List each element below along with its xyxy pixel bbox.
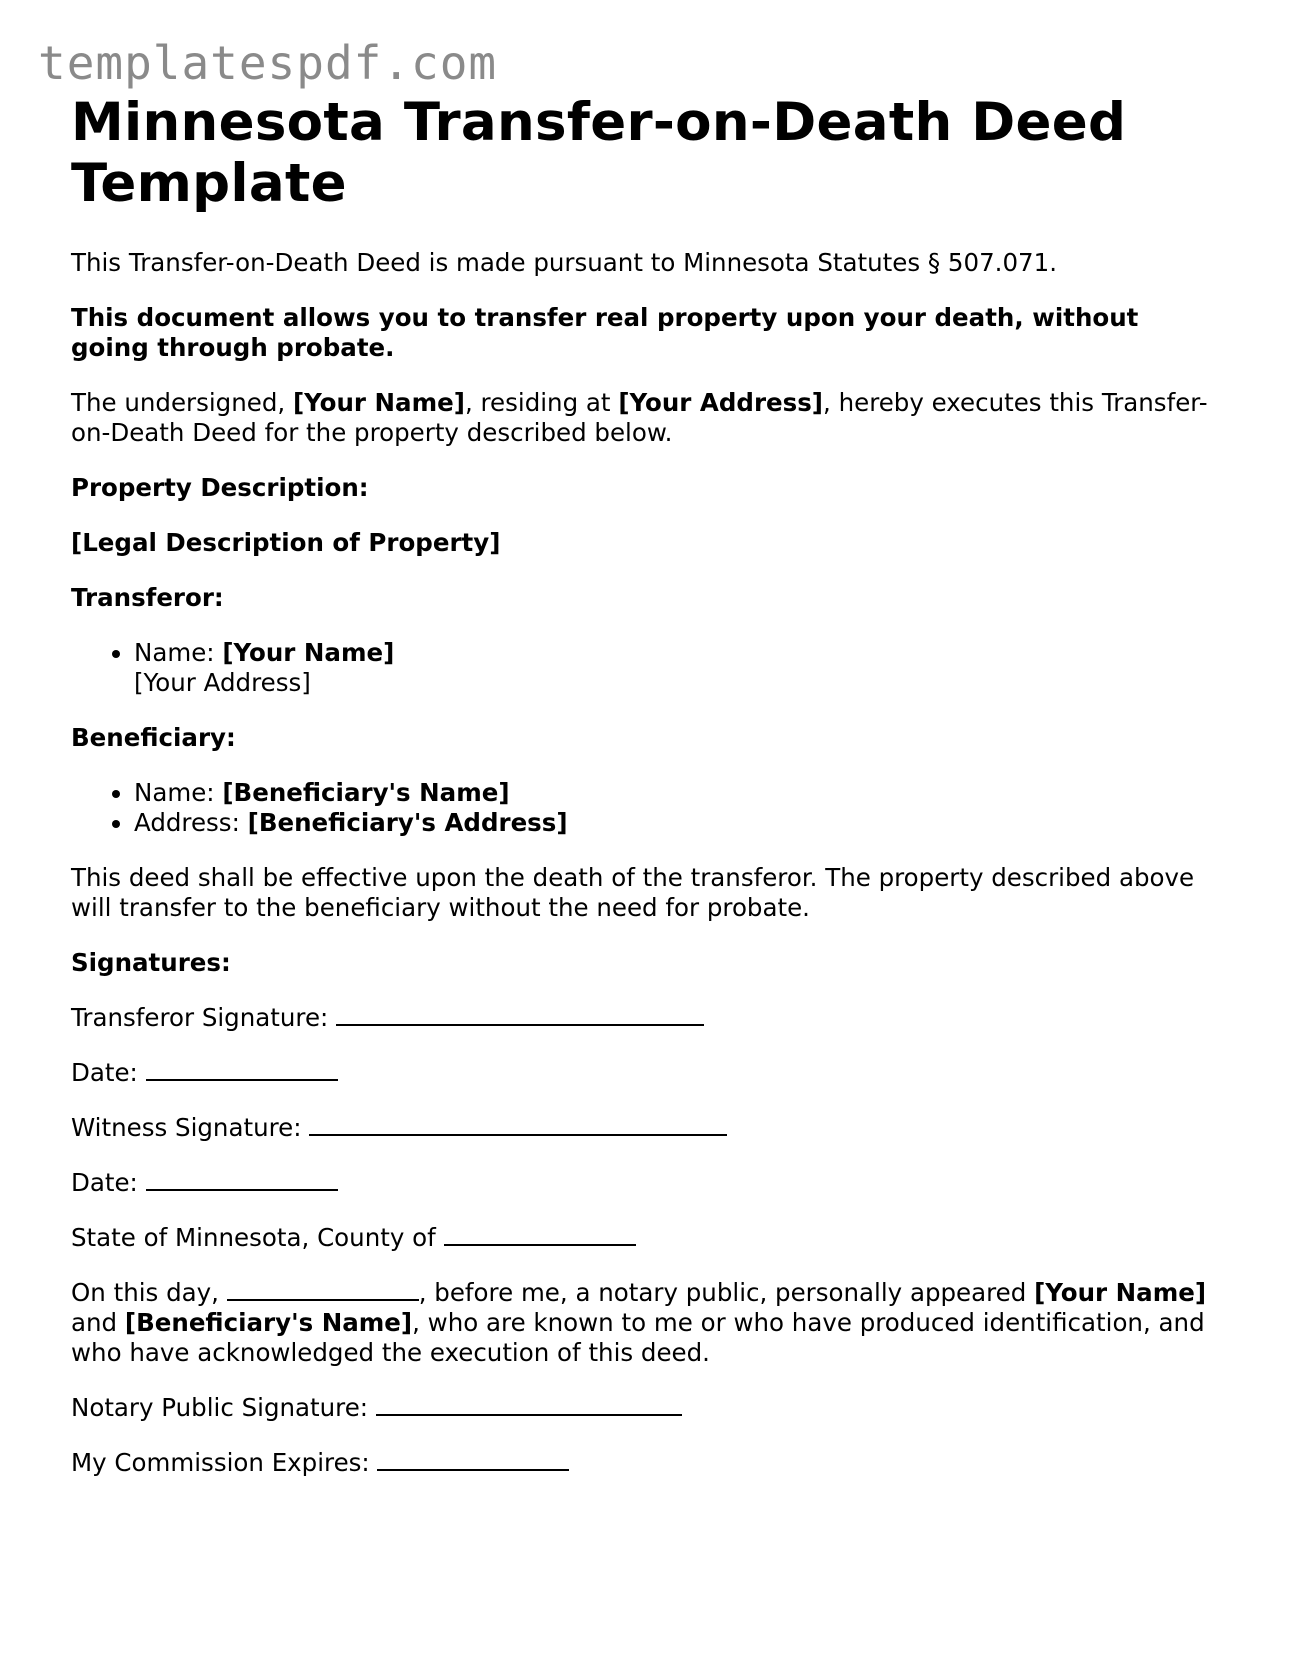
undersigned-name: [Your Name]: [292, 388, 465, 417]
undersigned-suffix: , hereby executes this Transfer-on-Death Deed for the property described below.: [71, 388, 1208, 447]
beneficiary-address-label: Address:: [134, 808, 248, 837]
notary-and: and: [71, 1308, 125, 1337]
notary-text-1: On this day,: [71, 1278, 227, 1307]
undersigned-prefix: The undersigned,: [71, 388, 293, 417]
witness-date-row: [71, 1168, 1211, 1198]
notary-signature-row: [71, 1393, 1211, 1423]
property-heading: [71, 473, 1211, 503]
watermark: templatespdf.com: [38, 36, 498, 90]
signatures-heading: [71, 948, 1211, 978]
page-title: Minnesota Transfer-on-Death Deed Template: [71, 92, 1127, 214]
date-label: Date:: [71, 1058, 146, 1087]
beneficiary-list: [71, 778, 1211, 838]
transferor-heading-text: Transferor:: [71, 583, 224, 612]
intro-paragraph: This Transfer-on-Death Deed is made pursuant to Minnesota Statutes § 507.071.: [71, 248, 1058, 277]
undersigned-middle: , residing at: [464, 388, 619, 417]
purpose-paragraph: [71, 303, 1211, 363]
beneficiary-name-value: [Beneficiary's Name]: [222, 778, 510, 807]
notary-text-2: , before me, a notary public, personally appeared: [418, 1278, 1035, 1307]
list-item: [134, 778, 1211, 808]
witness-date-blank[interactable]: [146, 1169, 338, 1191]
notary-text-3: , who are known to me or who have produced identification, and who have acknowledged the execution of this deed.: [71, 1308, 1205, 1367]
commission-blank[interactable]: [377, 1449, 569, 1471]
notary-day-blank[interactable]: [227, 1279, 419, 1301]
commission-row: [71, 1448, 1211, 1478]
notary-name-2: [Beneficiary's Name]: [124, 1308, 413, 1337]
transferor-list: [71, 638, 1211, 698]
witness-date-label: Date:: [71, 1168, 146, 1197]
notary-signature-blank[interactable]: [376, 1394, 682, 1416]
notary-signature-label: Notary Public Signature:: [71, 1393, 376, 1422]
undersigned-paragraph: [71, 388, 1211, 448]
state-county-row: [71, 1223, 1211, 1253]
transferor-signature-label: Transferor Signature:: [71, 1003, 337, 1032]
property-heading-text: Property Description:: [71, 473, 369, 502]
state-county-label: State of Minnesota, County of: [71, 1223, 444, 1252]
property-legal-text: [Legal Description of Property]: [71, 528, 501, 557]
list-item: [134, 808, 1211, 838]
beneficiary-name-label: Name:: [134, 778, 223, 807]
transferor-signature-blank[interactable]: [336, 1004, 704, 1026]
purpose-text: This document allows you to transfer real property upon your death, without going through probate.: [71, 303, 1139, 362]
beneficiary-address-value: [Beneficiary's Address]: [247, 808, 568, 837]
notary-name-1: [Your Name]: [1034, 1278, 1207, 1307]
transferor-signature-row: [71, 1003, 1211, 1033]
list-item: [134, 638, 1211, 698]
beneficiary-heading-text: Beneficiary:: [71, 723, 236, 752]
witness-signature-label: Witness Signature:: [71, 1113, 310, 1142]
signatures-heading-text: Signatures:: [71, 948, 231, 977]
notary-paragraph: [71, 1278, 1211, 1368]
beneficiary-heading: [71, 723, 1211, 753]
date-row: [71, 1058, 1211, 1088]
witness-signature-row: [71, 1113, 1211, 1143]
transferor-name-value: [Your Name]: [222, 638, 395, 667]
transferor-heading: [71, 583, 1211, 613]
property-legal-description: [71, 528, 1211, 558]
undersigned-address: [Your Address]: [618, 388, 824, 417]
transferor-address-value: [Your Address]: [134, 668, 311, 697]
county-blank[interactable]: [444, 1224, 636, 1246]
transferor-name-label: Name:: [134, 638, 223, 667]
commission-label: My Commission Expires:: [71, 1448, 378, 1477]
date-blank[interactable]: [146, 1059, 338, 1081]
effect-paragraph: This deed shall be effective upon the death of the transferor. The property described above will transfer to the beneficiary without the need for probate.: [71, 863, 1195, 922]
witness-signature-blank[interactable]: [309, 1114, 727, 1136]
document: [71, 92, 1211, 1503]
